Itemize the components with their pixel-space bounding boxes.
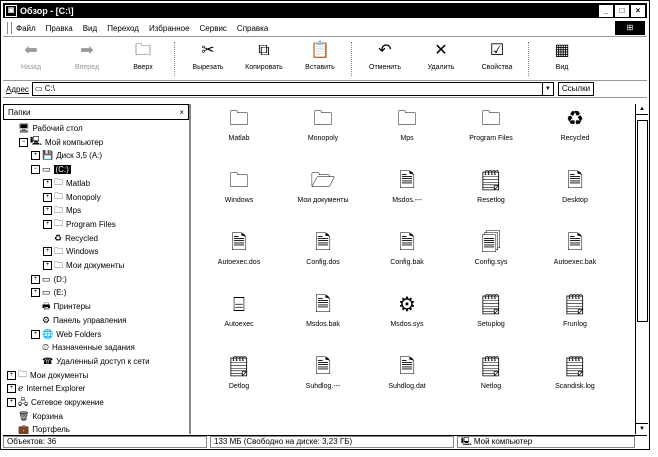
tree-item-label: Internet Explorer — [26, 384, 86, 394]
explorer-icon: ▣ — [5, 5, 17, 17]
file-name: Autoexec.bak — [553, 259, 597, 266]
file-item[interactable] — [199, 106, 279, 142]
menu-view[interactable]: Вид — [82, 23, 98, 33]
tree-item-рабочий-стол[interactable] — [7, 122, 83, 135]
copy-label: Копировать — [245, 64, 283, 71]
status-size: 133 МБ (Свободно на диске: 3,23 ГБ) — [210, 436, 454, 448]
text-file-icon: 🗒 — [478, 356, 504, 378]
file-name: Suhdlog.dat — [388, 383, 426, 390]
expand-icon[interactable]: + — [31, 151, 40, 160]
file-item[interactable] — [535, 230, 615, 266]
system-file-icon: 🗎 — [398, 356, 416, 378]
up-label: Вверх — [133, 64, 153, 71]
file-item[interactable] — [199, 292, 279, 328]
tree-item-program-files[interactable] — [43, 218, 116, 231]
file-item[interactable] — [451, 292, 531, 328]
status-bar — [3, 435, 647, 448]
computer-icon: 🖳 — [461, 437, 474, 446]
tree-item-label: Mps — [66, 206, 82, 216]
ie-icon: ℯ — [18, 383, 24, 394]
file-item[interactable] — [367, 354, 447, 390]
expand-icon[interactable]: + — [7, 384, 16, 393]
collapse-icon[interactable]: − — [19, 138, 28, 147]
tree-item-c[interactable] — [31, 163, 71, 176]
scroll-down-icon[interactable]: ▼ — [636, 423, 648, 434]
file-name: Мои документы — [297, 197, 349, 204]
web-folder-icon: 🌐 — [42, 328, 54, 339]
drive-icon: ▭ — [42, 164, 51, 175]
menu-help[interactable]: Справка — [236, 23, 269, 33]
tree-item-internet-explorer[interactable] — [7, 382, 85, 395]
tree-item-label: Сетевое окружение — [31, 398, 104, 407]
file-name: Netlog — [480, 383, 502, 390]
tree-item-label: Удаленный доступ к сети — [56, 356, 150, 366]
tree-item-мой-компьютер[interactable] — [19, 136, 103, 149]
expand-icon[interactable]: + — [43, 247, 52, 256]
file-name: Msdos.bak — [306, 321, 340, 328]
expand-icon[interactable]: + — [43, 193, 52, 202]
title-bar[interactable] — [3, 3, 647, 18]
tree-item-monopoly[interactable] — [43, 191, 101, 204]
tree-item-label: Recycled — [65, 233, 98, 243]
file-name: Recycled — [560, 135, 590, 142]
tree-item-label: Windows — [66, 247, 99, 257]
tree-item-matlab[interactable] — [43, 177, 90, 190]
control-panel-icon: ⚙ — [42, 314, 51, 325]
up-button[interactable] — [115, 38, 171, 71]
file-item[interactable] — [283, 354, 363, 390]
briefcase-icon: 💼 — [18, 424, 30, 435]
address-label: Адрес — [6, 84, 29, 94]
file-name: Desktop — [562, 197, 588, 204]
file-name: Windows — [224, 197, 254, 204]
file-item[interactable] — [535, 292, 615, 328]
tree-item-label: Мой компьютер — [45, 137, 104, 147]
file-item[interactable] — [367, 230, 447, 266]
properties-button[interactable] — [469, 38, 525, 71]
floppy-icon: 💾 — [42, 150, 54, 161]
delete-button[interactable] — [413, 38, 469, 71]
tree-item-принтеры[interactable] — [31, 300, 91, 313]
scroll-up-icon[interactable]: ▲ — [636, 104, 648, 115]
drive-small-icon: ▭ — [34, 84, 45, 93]
tree-item-label: Program Files — [66, 219, 116, 229]
maximize-button[interactable]: □ — [614, 4, 630, 18]
tree-item-панель-управления[interactable] — [31, 314, 127, 327]
address-input[interactable] — [32, 82, 554, 96]
recycle-icon: ♻ — [54, 232, 63, 243]
system-file-icon: 🗎 — [566, 170, 584, 192]
expand-icon[interactable]: + — [31, 288, 40, 297]
file-name: Msdos.--- — [392, 197, 422, 204]
properties-icon: ☑ — [489, 42, 505, 59]
file-item[interactable] — [451, 168, 531, 204]
folder-icon: 🗀 — [397, 108, 417, 130]
network-icon: 🖧 — [18, 396, 29, 407]
file-name: Setuplog — [477, 321, 505, 328]
folder-icon: 🗀 — [54, 245, 64, 256]
file-name: Config.sys — [474, 259, 508, 266]
tree-item-мои-документы[interactable] — [43, 259, 124, 272]
menu-edit[interactable]: Правка — [45, 23, 73, 33]
address-value: C:\ — [44, 84, 55, 93]
tree-item-mps[interactable] — [43, 204, 81, 217]
forward-arrow-icon: ➡ — [80, 42, 94, 59]
file-name: Msdos.sys — [390, 321, 424, 328]
file-name: Detlog — [228, 383, 250, 390]
text-file-icon: 🗒 — [562, 356, 588, 378]
status-location-text: Мой компьютер — [473, 437, 533, 446]
tree-item-удаленный-доступ-к-сети[interactable] — [31, 355, 150, 368]
dialup-icon: ☎ — [42, 355, 54, 366]
expand-icon[interactable]: + — [43, 261, 52, 270]
tree-item-label: Web Folders — [56, 329, 102, 339]
folder-icon: 🗀 — [313, 108, 333, 130]
links-button[interactable]: Ссылки — [558, 82, 594, 96]
recycle-icon: ♻ — [566, 108, 584, 130]
config-file-icon: 🗐 — [481, 232, 501, 254]
toolbar — [3, 38, 647, 81]
tree-item-label: Мои документы — [66, 261, 125, 270]
expand-icon[interactable]: + — [7, 398, 16, 407]
file-item[interactable] — [535, 168, 615, 204]
printer-icon: 🖶 — [42, 300, 51, 311]
system-file-icon: 🗎 — [314, 232, 332, 254]
tree-item-label: (D:) — [53, 274, 67, 284]
file-item[interactable] — [283, 168, 363, 204]
text-file-icon: 🗒 — [226, 356, 252, 378]
folder-icon: 🗀 — [54, 177, 64, 188]
view-icon: ▦ — [554, 42, 570, 59]
file-list — [197, 104, 635, 434]
delete-label: Удалить — [427, 64, 455, 71]
system-file-icon: 🗎 — [398, 170, 416, 192]
file-name: Scandisk.log — [555, 383, 595, 390]
menu-tools[interactable]: Сервис — [199, 23, 227, 33]
scroll-thumb[interactable] — [637, 120, 648, 322]
folder-icon: 🗀 — [229, 170, 249, 192]
forward-label: Вперед — [74, 64, 100, 71]
close-icon[interactable]: × — [179, 107, 184, 117]
status-objects: Объектов: 36 — [3, 436, 207, 448]
file-item[interactable] — [535, 354, 615, 390]
system-file-icon: 🗎 — [314, 294, 332, 316]
menu-favorites[interactable]: Избранное — [148, 23, 190, 33]
tree-item-label: Портфель — [32, 425, 70, 435]
close-button[interactable]: × — [630, 4, 646, 18]
toolbar-separator — [528, 42, 531, 76]
file-name: Resetlog — [477, 197, 505, 204]
file-item[interactable] — [367, 106, 447, 142]
tree-item-сетевое-окружение[interactable] — [7, 396, 104, 409]
tree-item-мои-документы[interactable] — [7, 369, 88, 382]
undo-label: Отменить — [369, 64, 401, 71]
back-button[interactable] — [3, 38, 59, 71]
file-name: Config.bak — [390, 259, 424, 266]
folder-icon: 🗀 — [481, 108, 501, 130]
folder-icon: 🗀 — [54, 204, 64, 215]
chevron-down-icon[interactable]: ▼ — [542, 83, 553, 95]
menu-grip[interactable] — [7, 22, 12, 34]
tasks-icon: ⏲ — [42, 342, 50, 353]
folder-icon: 🗀 — [229, 108, 249, 130]
computer-icon: 🖳 — [30, 136, 43, 147]
vertical-scrollbar[interactable] — [635, 104, 648, 434]
system-file-icon: 🗎 — [566, 232, 584, 254]
menu-go[interactable]: Переход — [107, 23, 139, 33]
back-label: Назад — [20, 64, 42, 71]
tree-item-web-folders[interactable] — [31, 328, 101, 341]
file-name: Program Files — [469, 135, 513, 142]
desktop-icon: 🖥 — [18, 123, 30, 133]
tree-item-label: (C:) — [55, 165, 69, 175]
file-item[interactable] — [283, 106, 363, 142]
properties-label: Свойства — [481, 64, 513, 71]
expand-icon[interactable]: + — [31, 330, 40, 339]
tree-item-label: Monopoly — [66, 192, 101, 202]
drive-icon: ▭ — [42, 287, 51, 298]
file-item[interactable] — [199, 230, 279, 266]
windows-logo-icon: ⊞ — [615, 21, 645, 35]
view-label: Вид — [555, 64, 569, 71]
paste-icon: 📋 — [310, 42, 330, 59]
address-bar — [3, 81, 647, 98]
trash-icon: 🗑 — [18, 410, 30, 421]
text-file-icon: 🗒 — [478, 294, 504, 316]
file-item[interactable] — [451, 106, 531, 142]
toolbar-separator — [351, 42, 354, 76]
tree-item-label: Matlab — [66, 178, 91, 188]
menu-file[interactable]: Файл — [16, 23, 36, 33]
file-item[interactable] — [535, 106, 615, 142]
folder-icon: 🗀 — [54, 218, 64, 229]
file-item[interactable] — [199, 168, 279, 204]
toolbar-separator — [174, 42, 177, 76]
file-item[interactable] — [283, 230, 363, 266]
expand-icon[interactable]: + — [43, 179, 52, 188]
tree-item-корзина[interactable] — [7, 410, 63, 423]
tree-item-d[interactable] — [31, 273, 67, 286]
tree-item-recycled[interactable] — [43, 232, 98, 245]
system-file-icon: 🗎 — [314, 356, 332, 378]
drive-icon: ▭ — [42, 273, 51, 284]
up-folder-icon: 🗀 — [134, 42, 151, 59]
copy-icon: ⧉ — [258, 42, 270, 59]
tree-item-label: Назначенные задания — [52, 343, 135, 353]
tree-item-диск-3-5-a[interactable] — [31, 149, 102, 162]
folders-header — [3, 104, 189, 120]
tree-item-label: Корзина — [32, 411, 63, 421]
file-name: Mps — [400, 135, 414, 142]
view-button[interactable] — [534, 38, 590, 71]
tree-item-label: Панель управления — [53, 315, 127, 325]
tree-item-label: Мои документы — [30, 370, 89, 380]
collapse-icon[interactable]: − — [31, 165, 40, 174]
tree-item-e[interactable] — [31, 286, 66, 299]
copy-button[interactable] — [236, 38, 292, 71]
file-item[interactable] — [367, 292, 447, 328]
tree-item-label: Диск 3,5 (A:) — [56, 151, 103, 161]
expand-icon[interactable]: + — [43, 206, 52, 215]
folder-open-icon: 🗁 — [310, 170, 336, 192]
undo-button[interactable] — [357, 38, 413, 71]
file-name: Monopoly — [307, 135, 339, 142]
folders-panel — [3, 104, 191, 434]
expand-icon[interactable]: + — [7, 371, 16, 380]
tree-item-label: Рабочий стол — [32, 124, 83, 133]
paste-label: Вставить — [305, 64, 335, 71]
forward-button[interactable] — [59, 38, 115, 71]
undo-icon: ↶ — [378, 42, 392, 59]
file-name: Config.dos — [306, 259, 340, 266]
file-name: Frunlog — [563, 321, 587, 328]
file-name: Matlab — [228, 135, 250, 142]
file-item[interactable] — [451, 230, 531, 266]
file-item[interactable] — [367, 168, 447, 204]
tree-item-назначенные-задания[interactable] — [31, 341, 135, 354]
tree-item-label: (E:) — [53, 288, 67, 298]
file-name: Autoexec.dos — [217, 259, 261, 266]
file-item[interactable] — [199, 354, 279, 390]
cut-button[interactable] — [180, 38, 236, 71]
folder-icon: 🗀 — [18, 369, 28, 380]
file-item[interactable] — [451, 354, 531, 390]
expand-icon[interactable]: + — [43, 220, 52, 229]
window-title: Обзор - [C:\] — [20, 5, 74, 16]
folder-icon: 🗀 — [54, 191, 64, 201]
menu-bar — [3, 20, 647, 37]
minimize-button[interactable]: _ — [598, 4, 614, 18]
system-file-icon: 🗎 — [398, 232, 416, 254]
paste-button[interactable] — [292, 38, 348, 71]
system-file-icon: 🗎 — [230, 232, 248, 254]
expand-icon[interactable]: + — [31, 275, 40, 284]
text-file-icon: 🗒 — [478, 170, 504, 192]
back-arrow-icon: ⬅ — [24, 42, 38, 59]
scissors-icon: ✂ — [201, 42, 215, 59]
folders-title: Папки — [8, 107, 31, 117]
cut-label: Вырезать — [192, 64, 224, 71]
status-location — [457, 436, 635, 448]
gear-file-icon: ⚙ — [398, 294, 416, 316]
file-name: Suhdlog.--- — [305, 383, 341, 390]
file-item[interactable] — [283, 292, 363, 328]
delete-x-icon: ✕ — [434, 42, 448, 59]
text-file-icon: 🗒 — [562, 294, 588, 316]
tree-item-label: Принтеры — [53, 302, 91, 312]
file-name: Autoexec — [224, 321, 254, 328]
tree-item-windows[interactable] — [43, 245, 98, 258]
folder-icon: 🗀 — [54, 259, 64, 270]
batch-file-icon: ⌸ — [233, 294, 245, 316]
